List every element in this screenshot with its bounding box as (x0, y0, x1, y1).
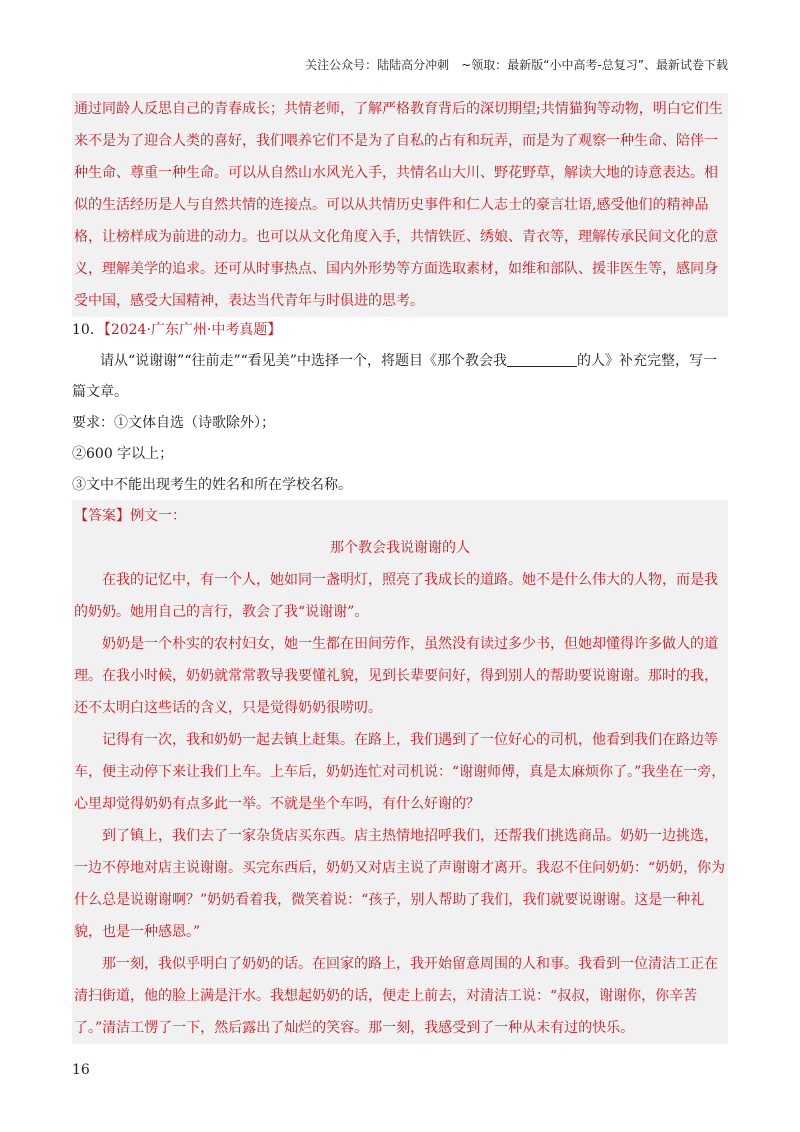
essay-title: 那个教会我说谢谢的人 (330, 540, 470, 556)
requirement-2: ②600 字以上； (72, 446, 174, 462)
essay-paragraph: 在我的记忆中，有一个人，她如同一盏明灯，照亮了我成长的道路。她不是什么伟大的人物，而是我的奶奶。她用自己的言行，教会了我“说谢谢”。 (74, 572, 718, 620)
requirement-1: 要求：①文体自选（诗歌除外）； (72, 415, 275, 431)
page-number: 16 (72, 1062, 90, 1078)
answer-block (72, 500, 728, 1044)
page-header: 关注公众号：陆陆高分冲刺 ~领取：最新版“小中高考-总复习”、最新试卷下载 (305, 58, 728, 72)
question-heading (72, 315, 728, 346)
question-10 (72, 315, 728, 501)
requirement-3: ③文中不能出现考生的姓名和所在学校名称。 (72, 477, 352, 493)
answer-label: 【答案】例文一： (74, 508, 186, 524)
continuation-paragraph: 通过同龄人反思自己的青春成长；共情老师，了解严格教育背后的深切期望;共情猫狗等动物，明白它们生来不是为了迎合人类的喜好，我们喂养它们不是为了自私的占有和玩弄，而是为了观察一种生命、陪伴一种生命、尊重一种生命。可以从自然山水风光入手，共情名山大川、野花野草，解读大地的诗意表达。相似的生活经历是人与自然共情的连接点。可以从共情历史事件和仁人志士的豪言壮语,感受他们的精神品格，让榜样成为前进的动力。也可以从文化角度入手，共情铁匠、绣娘、青衣等，理解传承民间文化的意义，理解美学的追求。还可从时事热点、国内外形势等方面选取素材，如维和部队、援非医生等，感同身受中国，感受大国精神，表达当代青年与时俱进的思考。 (74, 101, 723, 309)
essay-paragraph: 奶奶是一个朴实的农村妇女，她一生都在田间劳作，虽然没有读过多少书，但她却懂得许多做人的道理。在我小时候，奶奶就常常教导我要懂礼貌，见到长辈要问好，得到别人的帮助要说谢谢。那时的我，还不太明白这些话的含义，只是觉得奶奶很唠叨。 (74, 636, 718, 716)
question-source: 【2024·广东广州·中考真题】 (103, 322, 282, 338)
essay-paragraph: 那一刻，我似乎明白了奶奶的话。在回家的路上，我开始留意周围的人和事。我看到一位清洁工正在清扫街道，他的脸上满是汗水。我想起奶奶的话，便走上前去，对清洁工说：“叔叔，谢谢你，你辛苦了。”清洁工愣了一下，然后露出了灿烂的笑容。那一刻，我感受到了一种从未有过的快乐。 (74, 956, 718, 1036)
question-number: 10． (72, 322, 104, 338)
essay-paragraph: 到了镇上，我们去了一家杂货店买东西。店主热情地招呼我们，还帮我们挑选商品。奶奶一边挑选，一边不停地对店主说谢谢。买完东西后，奶奶又对店主说了声谢谢才离开。我忍不住问奶奶：“奶奶，你为什么总是说谢谢啊？”奶奶看着我，微笑着说：“孩子，别人帮助了我们，我们就要说谢谢。这是一种礼貌，也是一种感恩。” (74, 828, 726, 940)
fill-in-blank (507, 352, 577, 367)
question-prompt: 请从“说谢谢”“往前走”“看见美”中选择一个，将题目《那个教会我 的人》补充完整，写一篇文章。 (72, 353, 717, 400)
answer-continuation-block (72, 93, 728, 317)
essay-paragraph: 记得有一次，我和奶奶一起去镇上赶集。在路上，我们遇到了一位好心的司机，他看到我们在路边等车，便主动停下来让我们上车。上车后，奶奶连忙对司机说：“谢谢师傅，真是太麻烦你了。”我坐在一旁，心里却觉得奶奶有点多此一举。不就是坐个车吗，有什么好谢的？ (74, 732, 726, 812)
